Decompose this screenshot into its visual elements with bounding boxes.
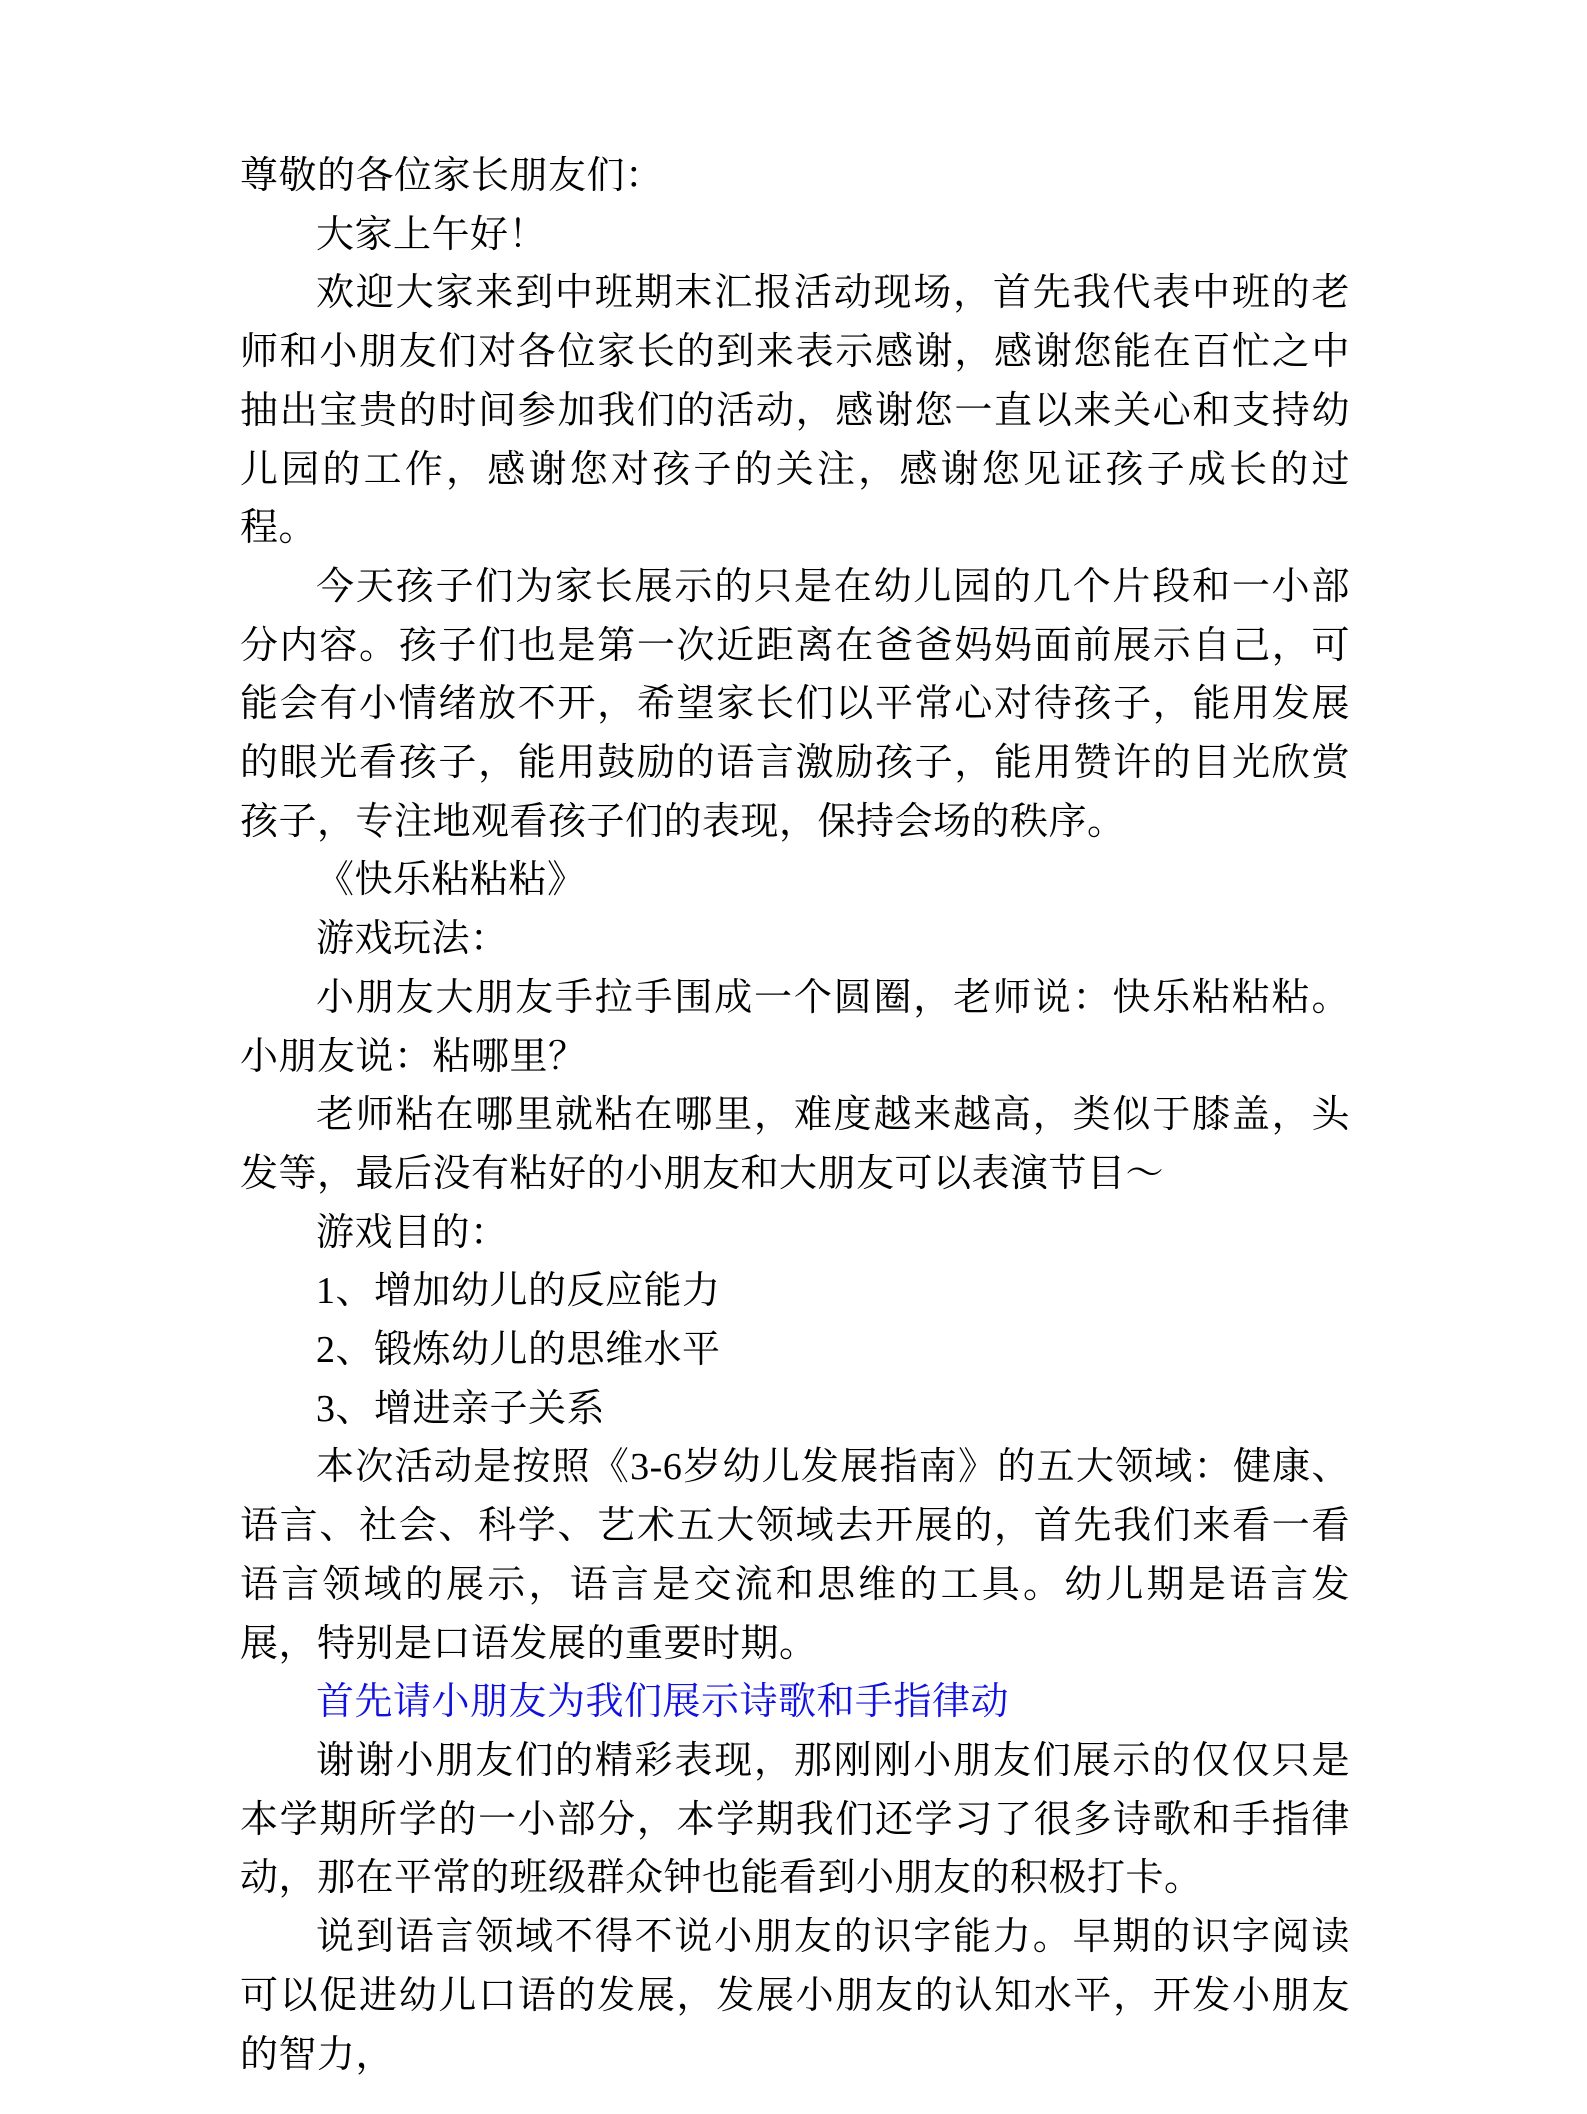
document-body <box>240 147 1350 2084</box>
paragraph: 尊敬的各位家长朋友们： <box>240 155 664 197</box>
paragraph: 欢迎大家来到中班期末汇报活动现场，首先我代表中班的老师和小朋友们对各位家长的到来表示感谢，感谢您能在百忙之中抽出宝贵的时间参加我们的活动，感谢您一直以来关心和支持幼儿园的工作，感谢您对孩子的关注，感谢您见证孩子成长的过程。 <box>240 272 1350 550</box>
paragraph: 游戏目的： <box>316 1211 509 1254</box>
paragraph: 今天孩子们为家长展示的只是在幼儿园的几个片段和一小部分内容。孩子们也是第一次近距离在爸爸妈妈面前展示自己，可能会有小情绪放不开，希望家长们以平常心对待孩子，能用发展的眼光看孩子，能用鼓励的语言激励孩子，能用赞许的目光欣赏孩子，专注地观看孩子们的表现，保持会场的秩序。 <box>240 565 1350 843</box>
paragraph: 老师粘在哪里就粘在哪里，难度越来越高，类似于膝盖，头发等，最后没有粘好的小朋友和大朋友可以表演节目～ <box>240 1094 1350 1195</box>
paragraph: 谢谢小朋友们的精彩表现，那刚刚小朋友们展示的仅仅只是本学期所学的一小部分，本学期我们还学习了很多诗歌和手指律动，那在平常的班级群众钟也能看到小朋友的积极打卡。 <box>240 1739 1350 1900</box>
paragraph: 3、增进亲子关系 <box>316 1387 606 1430</box>
paragraph: 2、锻炼幼儿的思维水平 <box>316 1329 721 1372</box>
paragraph: 《快乐粘粘粘》 <box>316 859 586 902</box>
paragraph: 游戏玩法： <box>316 918 509 961</box>
paragraph: 小朋友大朋友手拉手围成一个圆圈，老师说：快乐粘粘粘。小朋友说：粘哪里？ <box>240 976 1350 1078</box>
paragraph: 本次活动是按照《3-6岁幼儿发展指南》的五大领域：健康、语言、社会、科学、艺术五大领域去开展的，首先我们来看一看语言领域的展示，语言是交流和思维的工具。幼儿期是语言发展，特别是口语发展的重要时期。 <box>240 1446 1350 1665</box>
paragraph: 大家上午好！ <box>316 213 548 256</box>
paragraph: 说到语言领域不得不说小朋友的识字能力。早期的识字阅读可以促进幼儿口语的发展，发展小朋友的认知水平，开发小朋友的智力， <box>240 1916 1350 2076</box>
paragraph: 1、增加幼儿的反应能力 <box>316 1270 721 1313</box>
paragraph: 首先请小朋友为我们展示诗歌和手指律动 <box>316 1681 1010 1724</box>
